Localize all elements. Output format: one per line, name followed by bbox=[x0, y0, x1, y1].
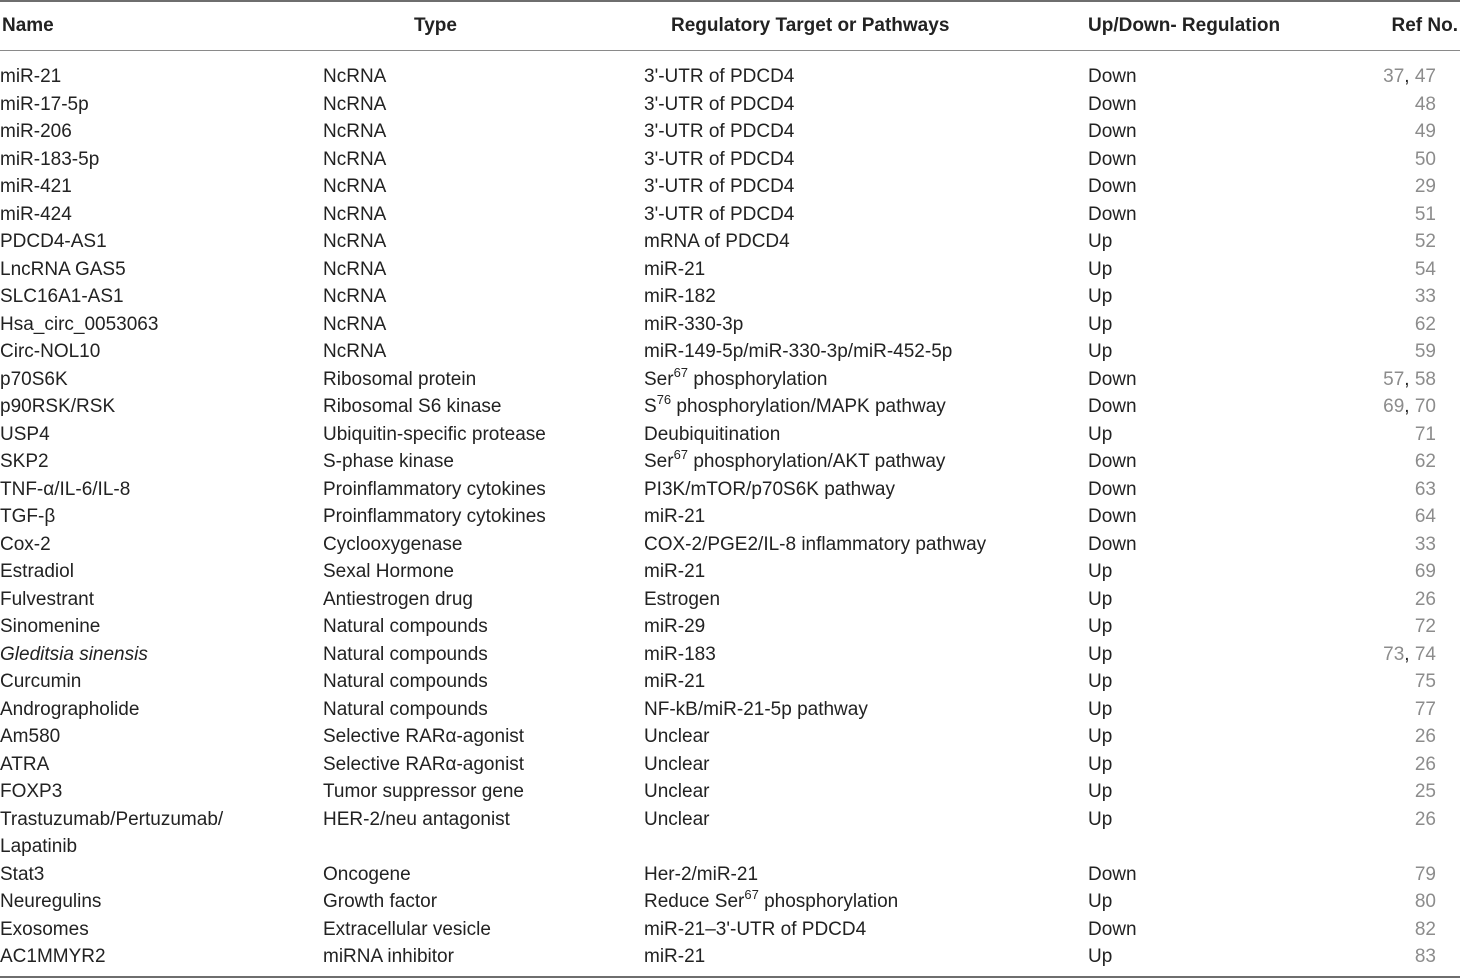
cell-name: SKP2 bbox=[0, 451, 49, 472]
table-row bbox=[0, 146, 1460, 174]
cell-regulation: Down bbox=[1088, 918, 1137, 940]
cell-regulation: Up bbox=[1088, 231, 1113, 252]
cell-regulation: Down bbox=[1088, 66, 1137, 87]
ref-link[interactable]: 25 bbox=[1414, 781, 1436, 802]
table-row bbox=[0, 393, 1460, 421]
cell-ref bbox=[1415, 256, 1436, 284]
cell-ref bbox=[1415, 751, 1436, 779]
cell-ref bbox=[1415, 861, 1436, 889]
cell-target: 3'-UTR of PDCD4 bbox=[644, 148, 795, 170]
cell-regulation: Up bbox=[1088, 423, 1113, 445]
cell-name: Sinomenine bbox=[0, 616, 101, 637]
ref-link[interactable]: 80 bbox=[1414, 891, 1436, 912]
cell-target: COX-2/PGE2/IL-8 inflammatory pathway bbox=[644, 533, 987, 555]
cell-target: miR-21 bbox=[644, 258, 706, 280]
ref-link[interactable]: 75 bbox=[1414, 671, 1436, 692]
cell-type: NcRNA bbox=[323, 121, 387, 142]
cell-target: NF-kB/miR-21-5p pathway bbox=[644, 698, 868, 720]
cell-ref bbox=[1415, 696, 1436, 724]
cell-type: Tumor suppressor gene bbox=[323, 781, 525, 802]
cell-type: Extracellular vesicle bbox=[323, 918, 491, 940]
ref-link[interactable]: 26 bbox=[1414, 588, 1436, 610]
ref-link[interactable]: 69 bbox=[1414, 561, 1436, 582]
table-row bbox=[0, 861, 1460, 889]
cell-name: Gleditsia sinensis bbox=[0, 643, 148, 665]
table-row bbox=[0, 448, 1460, 476]
table-row bbox=[0, 63, 1460, 91]
cell-regulation: Up bbox=[1088, 808, 1113, 830]
table-row bbox=[0, 228, 1460, 256]
ref-link[interactable]: 50 bbox=[1414, 148, 1436, 170]
cell-regulation: Down bbox=[1088, 396, 1137, 417]
cell-target: miR-182 bbox=[644, 286, 716, 307]
cell-name: Cox-2 bbox=[0, 533, 51, 555]
ref-link[interactable]: 62 bbox=[1414, 313, 1436, 335]
cell-ref bbox=[1415, 613, 1436, 641]
cell-regulation: Up bbox=[1088, 671, 1113, 692]
header-target: Regulatory Target or Pathways bbox=[671, 15, 950, 36]
cell-ref bbox=[1415, 723, 1436, 751]
table-bottom-rule bbox=[0, 976, 1460, 978]
table-row bbox=[0, 668, 1460, 696]
cell-name: p90RSK/RSK bbox=[0, 396, 116, 417]
cell-type: Natural compounds bbox=[323, 643, 488, 665]
cell-type: S-phase kinase bbox=[323, 451, 454, 472]
cell-name: Am580 bbox=[0, 726, 61, 747]
ref-link[interactable]: 71 bbox=[1414, 423, 1436, 445]
cell-ref bbox=[1415, 531, 1436, 559]
cell-type: NcRNA bbox=[323, 148, 387, 170]
cell-name: AC1MMYR2 bbox=[0, 946, 106, 967]
cell-regulation: Down bbox=[1088, 203, 1137, 225]
header-type: Type bbox=[414, 15, 457, 36]
cell-name: miR-424 bbox=[0, 203, 72, 225]
cell-target: Unclear bbox=[644, 781, 710, 802]
cell-target: PI3K/mTOR/p70S6K pathway bbox=[644, 478, 895, 500]
header-name: Name bbox=[2, 15, 54, 36]
cell-target: 3'-UTR of PDCD4 bbox=[644, 121, 795, 142]
cell-regulation: Up bbox=[1088, 946, 1113, 967]
cell-type: Selective RARα-agonist bbox=[323, 753, 525, 775]
cell-name: TNF-α/IL-6/IL-8 bbox=[0, 478, 131, 500]
table-row bbox=[0, 641, 1460, 669]
table-row bbox=[0, 558, 1460, 586]
cell-regulation: Up bbox=[1088, 891, 1113, 912]
cell-name: SLC16A1-AS1 bbox=[0, 286, 124, 307]
cell-target: Ser$^{67}$ phosphorylation bbox=[644, 364, 828, 390]
cell-name: TGF-β bbox=[0, 506, 56, 527]
cell-type: NcRNA bbox=[323, 258, 387, 280]
table-row bbox=[0, 201, 1460, 229]
cell-target: miR-21–3'-UTR of PDCD4 bbox=[644, 918, 867, 940]
cell-target: miR-149-5p/miR-330-3p/miR-452-5p bbox=[644, 341, 953, 362]
table-row bbox=[0, 503, 1460, 531]
table-row bbox=[0, 613, 1460, 641]
cell-target: 3'-UTR of PDCD4 bbox=[644, 93, 795, 115]
ref-link[interactable]: 64 bbox=[1414, 506, 1436, 527]
cell-type: Natural compounds bbox=[323, 616, 488, 637]
table-row bbox=[0, 888, 1460, 916]
cell-type: Proinflammatory cytokines bbox=[323, 478, 546, 500]
ref-link[interactable]: 83 bbox=[1414, 946, 1436, 967]
cell-ref bbox=[1415, 503, 1436, 531]
cell-target: miR-21 bbox=[644, 946, 706, 967]
table-row bbox=[0, 91, 1460, 119]
table-body bbox=[0, 63, 1460, 971]
cell-regulation: Up bbox=[1088, 726, 1113, 747]
cell-ref bbox=[1415, 338, 1436, 366]
table-row bbox=[0, 173, 1460, 201]
ref-link[interactable]: 33 bbox=[1414, 533, 1436, 555]
cell-regulation: Up bbox=[1088, 753, 1113, 775]
cell-regulation: Down bbox=[1088, 506, 1137, 527]
table-header bbox=[0, 0, 1460, 50]
table-row bbox=[0, 751, 1460, 779]
cell-type: Natural compounds bbox=[323, 698, 488, 720]
ref-link[interactable]: 37 bbox=[1383, 66, 1405, 87]
cell-target: miR-183 bbox=[644, 643, 716, 665]
cell-name: Neuregulins bbox=[0, 891, 102, 912]
cell-name: miR-421 bbox=[0, 176, 72, 197]
cell-target: miR-330-3p bbox=[644, 313, 744, 335]
cell-name: p70S6K bbox=[0, 368, 68, 390]
cell-ref bbox=[1415, 448, 1436, 476]
cell-regulation: Down bbox=[1088, 93, 1137, 115]
table-row bbox=[0, 421, 1460, 449]
cell-ref bbox=[1415, 311, 1436, 339]
cell-name: Exosomes bbox=[0, 918, 89, 940]
cell-type: Oncogene bbox=[323, 863, 411, 885]
ref-link[interactable]: 72 bbox=[1414, 616, 1436, 637]
cell-regulation: Down bbox=[1088, 863, 1137, 885]
cell-ref: 69, 70 bbox=[1383, 396, 1436, 417]
cell-name: miR-183-5p bbox=[0, 148, 100, 170]
cell-target: Unclear bbox=[644, 726, 710, 747]
ref-link[interactable]: 48 bbox=[1414, 93, 1436, 115]
cell-ref bbox=[1415, 668, 1436, 696]
cell-type: NcRNA bbox=[323, 286, 387, 307]
ref-link[interactable]: 77 bbox=[1414, 698, 1436, 720]
ref-link[interactable]: 58 bbox=[1414, 368, 1436, 390]
cell-type: Ribosomal protein bbox=[323, 368, 477, 390]
ref-link[interactable]: 73 bbox=[1383, 643, 1405, 665]
ref-link[interactable]: 62 bbox=[1414, 451, 1436, 472]
cell-target: mRNA of PDCD4 bbox=[644, 231, 790, 252]
cell-regulation: Up bbox=[1088, 258, 1113, 280]
cell-type: NcRNA bbox=[323, 341, 387, 362]
table-row bbox=[0, 118, 1460, 146]
table-row bbox=[0, 806, 1460, 861]
cell-target: Unclear bbox=[644, 808, 710, 830]
cell-target: 3'-UTR of PDCD4 bbox=[644, 176, 795, 197]
ref-link[interactable]: 26 bbox=[1414, 753, 1436, 775]
cell-regulation: Down bbox=[1088, 176, 1137, 197]
cell-ref bbox=[1415, 173, 1436, 201]
cell-target: miR-21 bbox=[644, 561, 706, 582]
cell-name: Andrographolide bbox=[0, 698, 140, 720]
ref-link[interactable]: 59 bbox=[1414, 341, 1436, 362]
table-row bbox=[0, 256, 1460, 284]
cell-type: Proinflammatory cytokines bbox=[323, 506, 546, 527]
cell-regulation: Up bbox=[1088, 781, 1113, 802]
cell-ref bbox=[1415, 806, 1436, 834]
ref-link[interactable]: 69 bbox=[1383, 396, 1405, 417]
cell-ref bbox=[1415, 888, 1436, 916]
ref-link[interactable]: 74 bbox=[1414, 643, 1436, 665]
ref-link[interactable]: 47 bbox=[1414, 66, 1436, 87]
cell-regulation: Up bbox=[1088, 616, 1113, 637]
cell-regulation: Up bbox=[1088, 341, 1113, 362]
cell-type: Sexal Hormone bbox=[323, 561, 454, 582]
cell-target: Her-2/miR-21 bbox=[644, 863, 759, 885]
table-row bbox=[0, 916, 1460, 944]
cell-ref bbox=[1415, 91, 1436, 119]
header-regulation: Up/Down- Regulation bbox=[1088, 15, 1281, 36]
ref-link[interactable]: 79 bbox=[1414, 863, 1436, 885]
cell-name: miR-21 bbox=[0, 66, 62, 87]
cell-target: Deubiquitination bbox=[644, 423, 781, 445]
cell-type: HER-2/neu antagonist bbox=[323, 808, 510, 830]
cell-target: Unclear bbox=[644, 753, 710, 775]
ref-link[interactable]: 26 bbox=[1414, 808, 1436, 830]
ref-link[interactable]: 54 bbox=[1414, 258, 1436, 280]
cell-target: 3'-UTR of PDCD4 bbox=[644, 66, 795, 87]
cell-ref bbox=[1415, 476, 1436, 504]
cell-regulation: Down bbox=[1088, 533, 1137, 555]
cell-ref bbox=[1415, 201, 1436, 229]
table-row bbox=[0, 338, 1460, 366]
cell-ref bbox=[1415, 586, 1436, 614]
cell-target: Reduce Ser$^{67}$ phosphorylation bbox=[644, 887, 899, 912]
cell-ref bbox=[1415, 146, 1436, 174]
table-row bbox=[0, 778, 1460, 806]
cell-ref: 73, 74 bbox=[1383, 643, 1436, 665]
cell-regulation: Up bbox=[1088, 286, 1113, 307]
cell-ref bbox=[1415, 421, 1436, 449]
cell-name: Stat3 bbox=[0, 863, 45, 885]
cell-name: LncRNA GAS5 bbox=[0, 258, 126, 280]
ref-link[interactable]: 33 bbox=[1414, 286, 1436, 307]
cell-regulation: Up bbox=[1088, 588, 1113, 610]
cell-target: Ser$^{67}$ phosphorylation/AKT pathway bbox=[644, 447, 946, 472]
ref-link[interactable]: 82 bbox=[1414, 918, 1436, 940]
cell-regulation: Up bbox=[1088, 313, 1113, 335]
cell-name: ATRA bbox=[0, 753, 50, 775]
cell-type: NcRNA bbox=[323, 231, 387, 252]
cell-name: PDCD4-AS1 bbox=[0, 231, 107, 252]
cell-name: miR-17-5p bbox=[0, 93, 89, 115]
cell-regulation: Down bbox=[1088, 451, 1137, 472]
cell-regulation: Down bbox=[1088, 121, 1137, 142]
cell-name: Trastuzumab/Pertuzumab/ Lapatinib bbox=[0, 808, 224, 857]
table-row bbox=[0, 283, 1460, 311]
cell-target: miR-29 bbox=[644, 616, 706, 637]
cell-type: NcRNA bbox=[323, 93, 387, 115]
ref-link[interactable]: 26 bbox=[1414, 726, 1436, 747]
cell-target: 3'-UTR of PDCD4 bbox=[644, 203, 795, 225]
cell-name: FOXP3 bbox=[0, 781, 63, 802]
cell-ref bbox=[1415, 916, 1436, 944]
cell-ref: 37, 47 bbox=[1383, 66, 1436, 87]
ref-link[interactable]: 52 bbox=[1414, 231, 1436, 252]
cell-regulation: Up bbox=[1088, 561, 1113, 582]
cell-name: miR-206 bbox=[0, 121, 72, 142]
cell-regulation: Down bbox=[1088, 148, 1137, 170]
cell-ref bbox=[1415, 558, 1436, 586]
ref-link[interactable]: 49 bbox=[1414, 121, 1436, 142]
cell-ref bbox=[1415, 228, 1436, 256]
ref-link[interactable]: 51 bbox=[1414, 203, 1436, 225]
table-row bbox=[0, 696, 1460, 724]
cell-name: Fulvestrant bbox=[0, 588, 94, 610]
header-ref: Ref No. bbox=[1391, 15, 1458, 36]
cell-type: Selective RARα-agonist bbox=[323, 726, 525, 747]
table-row bbox=[0, 723, 1460, 751]
cell-type: Ubiquitin-specific protease bbox=[323, 423, 546, 445]
ref-link[interactable]: 57 bbox=[1383, 368, 1405, 390]
cell-ref bbox=[1415, 283, 1436, 311]
table-row bbox=[0, 586, 1460, 614]
cell-regulation: Up bbox=[1088, 698, 1113, 720]
table-row bbox=[0, 943, 1460, 971]
ref-link[interactable]: 29 bbox=[1414, 176, 1436, 197]
cell-type: NcRNA bbox=[323, 176, 387, 197]
table-row bbox=[0, 311, 1460, 339]
cell-type: NcRNA bbox=[323, 66, 387, 87]
cell-type: Growth factor bbox=[323, 891, 438, 912]
cell-name: Estradiol bbox=[0, 561, 74, 582]
cell-target: Estrogen bbox=[644, 588, 721, 610]
cell-regulation: Down bbox=[1088, 368, 1137, 390]
cell-target: $S^{76}$ phosphorylation/MAPK pathway bbox=[644, 392, 946, 417]
header-rule bbox=[0, 50, 1460, 51]
cell-regulation: Up bbox=[1088, 643, 1113, 665]
cell-ref: 57, 58 bbox=[1383, 368, 1436, 390]
cell-type: NcRNA bbox=[323, 313, 387, 335]
table-row bbox=[0, 531, 1460, 559]
cell-ref bbox=[1415, 943, 1436, 971]
cell-target: miR-21 bbox=[644, 671, 706, 692]
ref-link[interactable]: 70 bbox=[1414, 396, 1436, 417]
cell-name: USP4 bbox=[0, 423, 50, 445]
cell-type: Ribosomal S6 kinase bbox=[323, 396, 502, 417]
cell-type: Antiestrogen drug bbox=[323, 588, 473, 610]
ref-link[interactable]: 63 bbox=[1414, 478, 1436, 500]
cell-type: miRNA inhibitor bbox=[323, 946, 454, 967]
cell-name: Circ-NOL10 bbox=[0, 341, 101, 362]
cell-name: Hsa_circ_0053063 bbox=[0, 313, 159, 335]
cell-ref bbox=[1415, 778, 1436, 806]
cell-type: NcRNA bbox=[323, 203, 387, 225]
cell-regulation: Down bbox=[1088, 478, 1137, 500]
table-row bbox=[0, 366, 1460, 394]
cell-name: Curcumin bbox=[0, 671, 82, 692]
cell-target: miR-21 bbox=[644, 506, 706, 527]
table-row bbox=[0, 476, 1460, 504]
cell-type: Cyclooxygenase bbox=[323, 533, 463, 555]
cell-type: Natural compounds bbox=[323, 671, 488, 692]
cell-ref bbox=[1415, 118, 1436, 146]
